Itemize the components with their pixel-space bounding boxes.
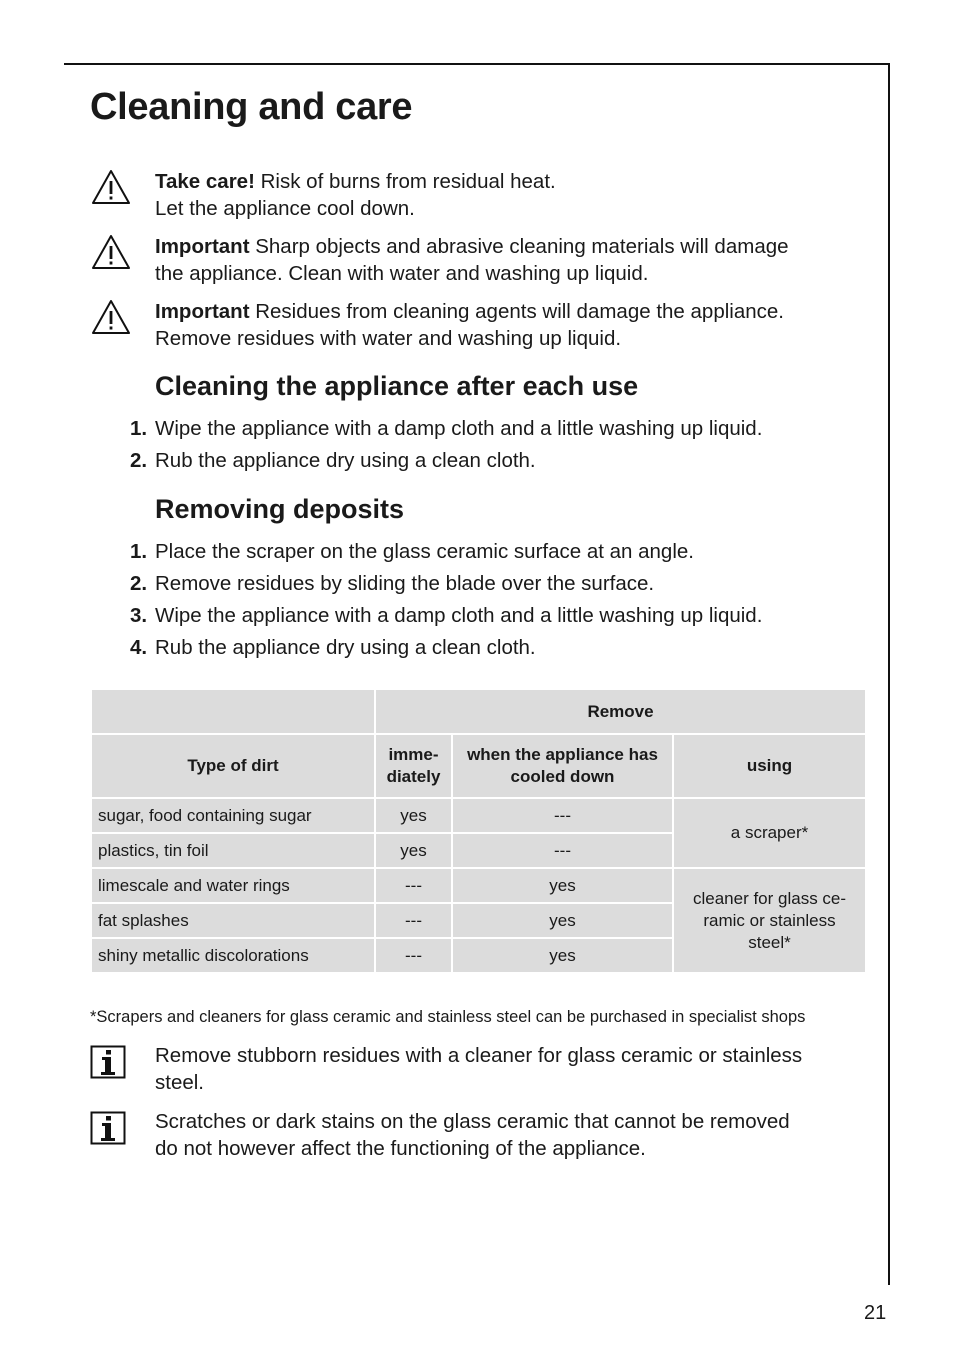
table-header-remove: Remove <box>376 690 865 733</box>
warning-label: Take care! <box>155 170 255 193</box>
deposit-steps <box>130 539 860 667</box>
step-text: Rub the appliance dry using a clean cloth. <box>155 636 536 659</box>
step-number: 1. <box>130 417 148 440</box>
info-line: steel. <box>155 1071 204 1094</box>
table-header-using: using <box>674 735 865 797</box>
header-line: diately <box>386 767 441 786</box>
info-line: do not however affect the functioning of the appliance. <box>155 1137 646 1160</box>
info-text <box>155 1042 860 1096</box>
table-header-cooled-down <box>453 735 672 797</box>
side-rule <box>888 63 890 1285</box>
step-number: 1. <box>130 540 148 563</box>
table-cell-immediately: --- <box>376 939 451 972</box>
header-line: when the appliance has <box>467 745 658 764</box>
step-text: Remove residues by sliding the blade over the surface. <box>155 572 655 595</box>
step-item <box>130 603 860 635</box>
step-item <box>130 571 860 603</box>
table-cell-using-scraper: a scraper* <box>674 799 865 867</box>
table-footnote: *Scrapers and cleaners for glass ceramic and stainless steel can be purchased in specialist shops <box>90 1008 806 1026</box>
info-icon <box>90 1108 132 1146</box>
step-text: Place the scraper on the glass ceramic surface at an angle. <box>155 540 694 563</box>
warning-line: Let the appliance cool down. <box>155 197 415 220</box>
info-text <box>155 1108 860 1162</box>
after-use-steps <box>130 416 860 480</box>
table-cell-immediately: --- <box>376 904 451 937</box>
table-cell-using-cleaner <box>674 869 865 972</box>
section-heading-after-use: Cleaning the appliance after each use <box>155 371 639 401</box>
warning-triangle-icon <box>90 298 132 336</box>
table-cell-cooled: --- <box>453 799 672 832</box>
step-item <box>130 539 860 571</box>
cell-line: ramic or stainless <box>703 910 836 930</box>
step-number: 4. <box>130 636 148 659</box>
table-cell-type: limescale and water rings <box>92 869 374 902</box>
table-row <box>92 799 865 832</box>
table-cell-cooled: yes <box>453 904 672 937</box>
step-item <box>130 448 860 480</box>
table-cell-immediately: yes <box>376 834 451 867</box>
header-line: imme- <box>388 745 439 764</box>
warning-triangle-icon <box>90 168 132 206</box>
step-text: Rub the appliance dry using a clean cloth. <box>155 449 536 472</box>
warning-text <box>155 233 860 287</box>
table-cell-type: sugar, food containing sugar <box>92 799 374 832</box>
warning-label: Important <box>155 235 250 258</box>
info-icon <box>90 1042 132 1080</box>
table-cell-type: shiny metallic discolorations <box>92 939 374 972</box>
table-cell-type: fat splashes <box>92 904 374 937</box>
warning-text <box>155 298 860 352</box>
top-rule <box>64 63 890 65</box>
table-header-empty <box>92 690 374 733</box>
info-line: Scratches or dark stains on the glass ceramic that cannot be removed <box>155 1110 790 1133</box>
table-header-row <box>92 690 865 733</box>
table-cell-cooled: --- <box>453 834 672 867</box>
warning-line: the appliance. Clean with water and washing up liquid. <box>155 262 649 285</box>
warning-triangle-icon <box>90 233 132 271</box>
table-cell-type: plastics, tin foil <box>92 834 374 867</box>
table-header-row <box>92 735 865 797</box>
warning-line: Residues from cleaning agents will damage the appliance. <box>249 300 784 323</box>
page-number: 21 <box>864 1302 887 1324</box>
section-heading-removing-deposits: Removing deposits <box>155 494 405 524</box>
dirt-removal-table <box>90 688 867 974</box>
table-row <box>92 869 865 902</box>
table-cell-cooled: yes <box>453 939 672 972</box>
warning-line: Risk of burns from residual heat. <box>254 170 556 193</box>
warning-label: Important <box>155 300 250 323</box>
header-line: cooled down <box>510 767 615 786</box>
table-cell-cooled: yes <box>453 869 672 902</box>
step-number: 2. <box>130 449 148 472</box>
table-cell-immediately: --- <box>376 869 451 902</box>
step-item <box>130 635 860 667</box>
step-text: Wipe the appliance with a damp cloth and a little washing up liquid. <box>155 417 763 440</box>
table-cell-immediately: yes <box>376 799 451 832</box>
warning-text <box>155 168 860 222</box>
step-number: 2. <box>130 572 148 595</box>
cell-line: steel* <box>748 932 791 952</box>
page-title: Cleaning and care <box>90 86 413 128</box>
table-header-type-of-dirt: Type of dirt <box>92 735 374 797</box>
step-text: Wipe the appliance with a damp cloth and a little washing up liquid. <box>155 604 763 627</box>
cell-line: cleaner for glass ce- <box>692 888 847 908</box>
step-item <box>130 416 860 448</box>
warning-line: Sharp objects and abrasive cleaning materials will damage <box>249 235 789 258</box>
step-number: 3. <box>130 604 148 627</box>
warning-line: Remove residues with water and washing up liquid. <box>155 327 622 350</box>
table-header-immediately <box>376 735 451 797</box>
info-line: Remove stubborn residues with a cleaner for glass ceramic or stainless <box>155 1044 803 1067</box>
